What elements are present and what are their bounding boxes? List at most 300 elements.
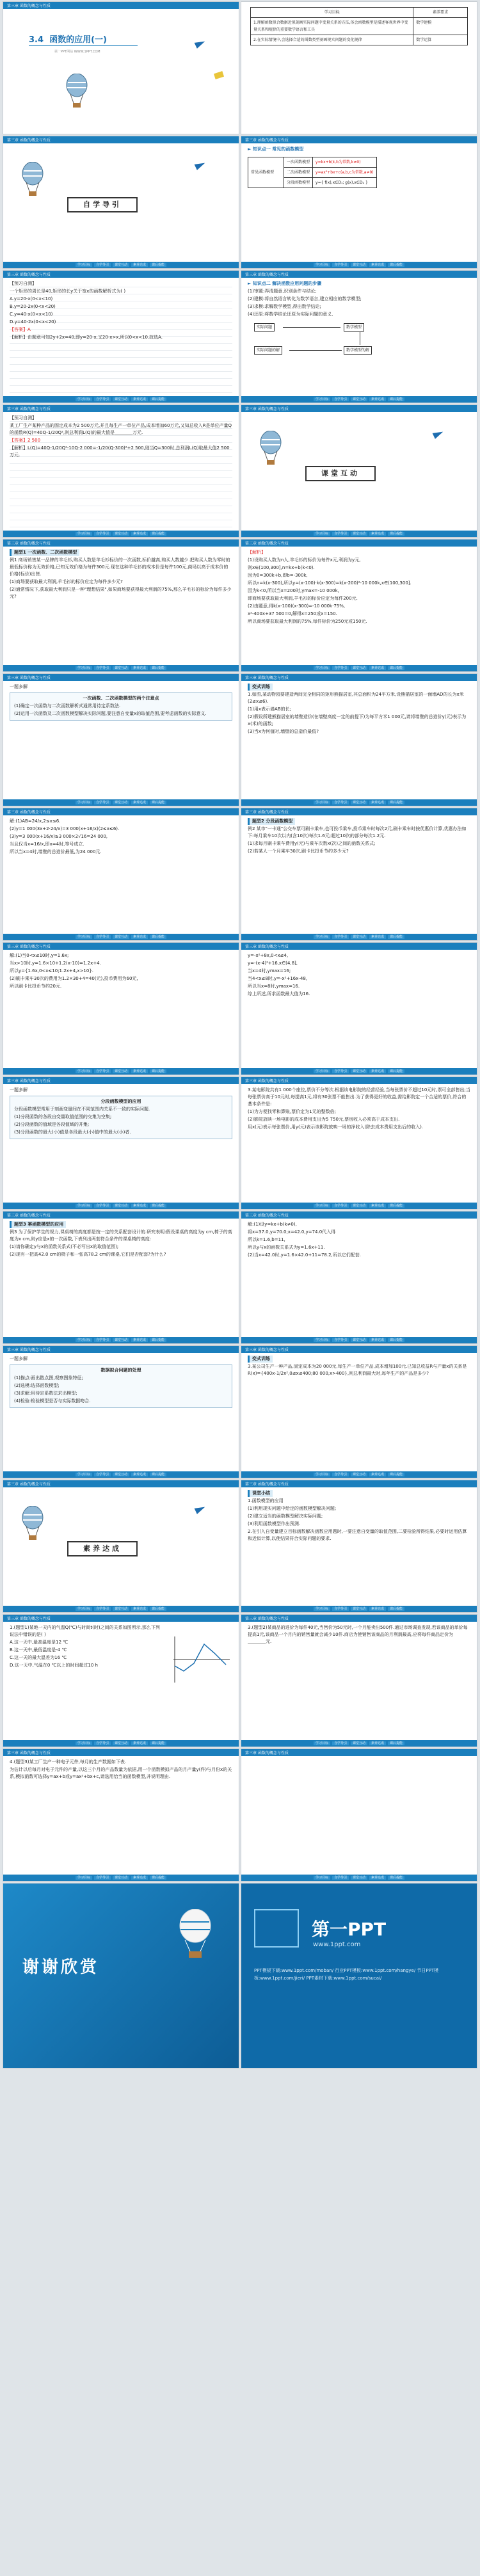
slide-nav [241,1471,477,1478]
nav-tab[interactable]: 素养达成 [131,1473,148,1476]
example-text: 例1 商场销售某一品牌的羊毛衫,购买人数是羊毛衫标价的一次函数,标价越高,购买人数越少.把购买人数为零时的最低标价称为无效价格,已知无效价格为每件300元.现在这种羊毛衫的成本价是每件100元,商场以高于成本价的价格(标价)出售. [10,557,230,577]
nav-tab[interactable]: 课堂互动 [113,1473,129,1476]
ending-title: 谢谢欣赏 [22,1958,100,1977]
nav-tab[interactable]: 课后提能 [150,397,166,401]
cover-title-row [29,33,107,45]
nav-tab[interactable]: 自学导引 [332,666,349,670]
analysis-text: 【解析】L(Q)=40Q-1/20Q²-10Q-2 000=-1/20(Q-300)²+2 500,则当Q=300时,总利润L(Q)取最大值2 500万元. [10,445,230,458]
chapter-label: 第三章 函数的概念与性质 [245,810,289,815]
summary-line: (3)利用函数模型作出预测. [248,1521,301,1526]
solution-line: 所以当x=4时,墙壁的总造价最低,为24 000元. [10,849,102,854]
nav-tab[interactable]: 学习目标 [314,1876,330,1880]
nav-tab[interactable]: 课后提能 [150,1204,166,1208]
slide-header [241,1212,477,1219]
balloon-icon [20,1506,45,1542]
nav-tab[interactable]: 自学导引 [94,935,111,939]
nav-tab[interactable]: 素养达成 [369,1069,386,1073]
nav-tab[interactable]: 素养达成 [131,1876,148,1880]
slide-ending[interactable] [3,1883,239,2068]
nav-tab[interactable]: 课堂互动 [351,1204,367,1208]
step-text: (1)审题:弄清题意,识别条件与结论; [248,289,317,294]
nav-tab[interactable]: 自学导引 [332,935,349,939]
chapter-label: 第三章 函数的概念与性质 [7,273,51,277]
nav-tab[interactable]: 自学导引 [94,263,111,267]
nav-tab[interactable]: 自学导引 [94,1741,111,1745]
slide-nav [241,396,477,403]
slide-nav [241,934,477,940]
sub-question: (2)假设所建熊猫居室的墙壁造价(在墙壁高度一定的前提下)为每平方米1 000元,请将墙壁的总造价y(元)表示为x(米)的函数; [248,714,467,726]
slide-exercise-3b[interactable] [241,1345,477,1478]
nav-tab[interactable]: 课堂互动 [113,1607,129,1611]
chapter-label: 第三章 函数的概念与性质 [7,1213,51,1218]
nav-tab[interactable]: 课堂互动 [113,1204,129,1208]
quiz-3-body [248,1624,470,1738]
section-title-frame [67,1541,138,1556]
table-row [251,35,468,45]
nav-tab[interactable]: 自学导引 [94,666,111,670]
nav-tab[interactable]: 课后提能 [388,1741,404,1745]
nav-tab[interactable]: 自学导引 [332,1473,349,1476]
sub-question: (1)商场要获取最大利润,羊毛衫的标价应定为每件多少元? [10,579,123,584]
nav-tab[interactable]: 课堂互动 [351,1473,367,1476]
nav-tab[interactable]: 课后提能 [150,666,166,670]
method-box-title: 分段函数模型的应用 [100,1099,141,1104]
nav-tab[interactable]: 学习目标 [76,1741,92,1745]
nav-tab[interactable]: 素养达成 [369,1741,386,1745]
step-text: (4)还原:将数学结论还原为实际问题的意义. [248,312,333,317]
slide-method-2[interactable] [3,1076,239,1210]
nav-tab[interactable]: 学习目标 [314,1069,330,1073]
question-text: 为估计以后每月对电子元件的产量,以这三个月的产品数量为依据,用一个函数模拟产品的月产量y(件)与月份x的关系,模拟函数可选择y=ax+b或y=ax²+bx+c,请选用恰当的函数模型,并说明理由. [10,1767,232,1779]
slide-blank-answer[interactable] [241,1748,477,1882]
brand-text: PPT模板下载:www.1ppt.com/moban/ 行业PPT模板:www.1ppt.com/hangye/ 节日PPT模板:www.1ppt.com/jieri/ PPT素材下载:www.1ppt.com/sucai/ [254,1968,439,1981]
nav-tab[interactable]: 课后提能 [150,1741,166,1745]
slide-solution-2b[interactable] [241,942,477,1075]
slide-nav [241,1875,477,1881]
question-text: 1.如图,某动物园要建造两间完全相同的矩形熊猫居室,其总面积为24平方米,设熊猫居室的一面墙AD的长为x米(2≤x≤6). [248,692,464,704]
slide-nav [3,934,239,940]
nav-tab[interactable]: 素养达成 [369,1876,386,1880]
method-1-body [10,684,232,797]
nav-tab[interactable]: 素养达成 [369,666,386,670]
flow-arrow [283,327,340,328]
slide-nav [3,665,239,671]
paper-plane-icon [433,429,445,439]
nav-tab[interactable]: 课后提能 [388,532,404,536]
nav-tab[interactable]: 课后提能 [388,1069,404,1073]
slide-type-1[interactable] [3,539,239,672]
nav-tab[interactable]: 自学导引 [332,397,349,401]
nav-tab[interactable]: 学习目标 [314,1741,330,1745]
chapter-label: 第三章 函数的概念与性质 [245,541,289,546]
envelope-icon [214,71,224,79]
method-heading: 一题多解 [10,1356,28,1361]
table-row [251,18,468,35]
nav-tab[interactable]: 课堂互动 [351,1876,367,1880]
slide-solution-3[interactable] [241,1211,477,1344]
nav-tab[interactable]: 素养达成 [369,1473,386,1476]
slide-method-1[interactable] [3,673,239,806]
nav-tab[interactable]: 课堂互动 [351,1069,367,1073]
flow-node: 数学模型 [344,323,364,332]
exercise-3-body [248,1087,470,1201]
nav-tab[interactable]: 素养达成 [131,397,148,401]
nav-tab[interactable]: 课堂互动 [351,263,367,267]
balloon-icon [64,74,90,109]
slide-brand[interactable] [241,1883,477,2068]
chapter-label: 第三章 函数的概念与性质 [245,407,289,412]
nav-tab[interactable]: 自学导引 [94,801,111,804]
nav-tab[interactable]: 学习目标 [76,1069,92,1073]
slide-header [241,1346,477,1353]
nav-tab[interactable]: 课堂互动 [351,1338,367,1342]
slide-header [3,405,239,412]
slide-solution-1[interactable] [241,539,477,672]
nav-tab[interactable]: 学习目标 [76,1204,92,1208]
nav-tab[interactable]: 课后提能 [388,1473,404,1476]
nav-tab[interactable]: 学习目标 [76,397,92,401]
nav-tab[interactable]: 学习目标 [76,1338,92,1342]
slide-cover[interactable] [3,1,239,134]
nav-tab[interactable]: 素养达成 [131,1204,148,1208]
literacy-cell: 数学运算 [413,35,468,45]
nav-tab[interactable]: 学习目标 [314,397,330,401]
nav-tab[interactable]: 课后提能 [388,801,404,804]
nav-tab[interactable]: 素养达成 [369,397,386,401]
chapter-label: 第三章 函数的概念与性质 [245,273,289,277]
balloon-icon [176,1909,214,1960]
sub-question: (1)求每月刷卡乘车费用y(元)与乘车次数x(次)之间的函数关系式; [248,841,376,846]
nav-tab[interactable]: 课后提能 [150,532,166,536]
nav-tab[interactable]: 课后提能 [388,263,404,267]
nav-tab[interactable]: 课后提能 [150,801,166,804]
slide-preview-1[interactable] [3,270,239,403]
nav-tab[interactable]: 素养达成 [131,666,148,670]
step-text: (2)建模:将自然语言转化为数学语言,建立相应的数学模型; [248,296,362,301]
chapter-label: 第三章 函数的概念与性质 [7,945,51,949]
nav-tab[interactable]: 课堂互动 [351,397,367,401]
type-2-body [248,818,470,932]
slide-achieve-title[interactable] [3,1480,239,1613]
slide-header [241,1077,477,1084]
method-line: (2)选模:选择函数模型; [14,1383,60,1388]
slide-quiz-3[interactable] [241,1614,477,1747]
method-2-body [10,1087,232,1201]
nav-tab[interactable]: 学习目标 [76,532,92,536]
option-d[interactable]: D.y=40-2x(0<x<20) [10,319,56,324]
nav-tab[interactable]: 课堂互动 [351,532,367,536]
nav-tab[interactable]: 自学导引 [332,1876,349,1880]
nav-tab[interactable]: 学习目标 [76,263,92,267]
nav-tab[interactable]: 自学导引 [94,1204,111,1208]
method-heading: 一题多解 [10,684,28,689]
chapter-label: 第三章 函数的概念与性质 [7,407,51,412]
slide-header [3,136,239,143]
option-d[interactable]: D.这一天中,气温在0 ℃以上的时间超过10 h [10,1663,98,1668]
nav-tab[interactable]: 课后提能 [150,1876,166,1880]
solution-line: (2)刷卡乘车30次的费用为1.2×30+4=40(元),投币费用为60元, [10,976,138,981]
slide-nav [3,262,239,268]
slide-nav [241,1740,477,1747]
slide-header [3,1480,239,1487]
nav-tab[interactable]: 学习目标 [76,1607,92,1611]
slide-knowledge-2[interactable] [241,270,477,403]
summary-body [248,1490,470,1604]
slide-header [241,1749,477,1756]
solution-line: (2)当x=42.0时,y=1.6×42.0+11=78.2,所以它们配套. [248,1252,361,1258]
nav-tab[interactable]: 自学导引 [332,1204,349,1208]
nav-tab[interactable]: 自学导引 [332,263,349,267]
slide-nav [241,262,477,268]
nav-tab[interactable]: 课后提能 [150,935,166,939]
nav-tab[interactable]: 课后提能 [150,263,166,267]
nav-tab[interactable]: 自学导引 [332,1607,349,1611]
nav-tab[interactable]: 素养达成 [369,1204,386,1208]
preview-1-body [10,280,232,394]
model-name: 分段函数模型 [284,178,313,188]
nav-tab[interactable]: 自学导引 [94,532,111,536]
slide-summary[interactable] [241,1480,477,1613]
nav-tab[interactable]: 自学导引 [94,1069,111,1073]
solution-line: 当x=4时,ymax=16; [248,968,291,973]
solution-1-body [248,549,470,663]
slide-interact-title[interactable] [241,404,477,538]
nav-tab[interactable]: 素养达成 [369,801,386,804]
nav-tab[interactable]: 素养达成 [369,532,386,536]
nav-tab[interactable]: 课堂互动 [351,666,367,670]
nav-tab[interactable]: 素养达成 [131,532,148,536]
solution-line: 因为0=300k+b,即b=-300k, [248,573,308,578]
nav-tab[interactable]: 素养达成 [369,1607,386,1611]
chapter-label: 第三章 函数的概念与性质 [7,1751,51,1756]
nav-tab[interactable]: 课堂互动 [113,397,129,401]
brand-url[interactable]: www.1ppt.com [313,1941,361,1948]
nav-tab[interactable]: 学习目标 [76,935,92,939]
nav-tab[interactable]: 素养达成 [131,1069,148,1073]
nav-tab[interactable]: 课堂互动 [351,1607,367,1611]
nav-tab[interactable]: 素养达成 [131,1607,148,1611]
nav-tab[interactable]: 自学导引 [332,801,349,804]
sub-question: (2)通常情况下,获取最大利润只是一种"理想结果",如果商场要获得最大利润的75%,那么羊毛衫的标价为每件多少元? [10,587,232,599]
chapter-label: 第三章 函数的概念与性质 [245,1617,289,1621]
option-b[interactable]: B.y=20-2x(0<x<20) [10,304,56,309]
slide-exercise-3[interactable] [241,1076,477,1210]
nav-tab[interactable]: 学习目标 [314,1607,330,1611]
method-line: (4)检验:检验模型是否与实际数据吻合. [14,1398,91,1404]
option-c[interactable]: C.这一天的最大温差为16 ℃ [10,1655,67,1660]
nav-tab[interactable]: 学习目标 [314,935,330,939]
nav-tab[interactable]: 学习目标 [314,801,330,804]
method-line: (2)运用一次函数及二次函数模型解决实际问题,要注意自变量x的取值范围,要考虑函数的实际意义. [14,711,207,716]
exercise-3b-body [248,1356,470,1469]
nav-tab[interactable]: 课堂互动 [113,1338,129,1342]
quiz-4-body [10,1759,232,1873]
nav-tab[interactable]: 学习目标 [314,666,330,670]
method-box [10,1096,232,1139]
chapter-label: 第三章 函数的概念与性质 [7,1079,51,1084]
slide-nav [3,1606,239,1612]
nav-tab[interactable]: 学习目标 [314,263,330,267]
nav-tab[interactable]: 课后提能 [150,1473,166,1476]
slide-type-2[interactable] [241,808,477,941]
method-line: (1)分段函数的各段自变量取值范围的交集为空集; [14,1114,112,1119]
sub-question: (1)用x表示墙AB的长; [248,707,292,712]
section-title: 素养达成 [83,1544,122,1553]
slide-nav [3,799,239,806]
nav-tab[interactable]: 课堂互动 [113,1069,129,1073]
question-text: 3.某公司生产一种产品,固定成本为20 000元,每生产一单位产品,成本增加100元.已知总收益R与产量x的关系是R(x)={400x-1/2x²,0≤x≤400;80 000,x>400},则总利润最大时,每年生产的产品是多少? [248,1364,467,1376]
solution-line: y=-x²+8x,0<x≤4, [248,953,289,958]
chapter-label: 第三章 函数的概念与性质 [245,945,289,949]
slide-header [3,674,239,681]
slide-header [3,808,239,815]
nav-tab[interactable]: 自学导引 [332,1069,349,1073]
exercise-1-body [248,684,470,797]
slide-nav [3,1068,239,1075]
nav-tab[interactable]: 学习目标 [76,801,92,804]
slide-goals[interactable] [241,1,477,134]
nav-tab[interactable]: 课后提能 [150,1338,166,1342]
balloon-icon [258,431,284,467]
slide-quiz-1[interactable] [3,1614,239,1747]
nav-tab[interactable]: 课后提能 [388,1204,404,1208]
question-text: 3.某电影院共有1 000个座位,票价不分等次.根据该电影院的经营经验,当每张票价不超过10元时,票可全部售出;当每张票价高于10元时,每提高1元,将有30张票不能售出.为了获得更好的收益,需给影院定一个合适的票价,符合的基本条件是: [248,1087,470,1107]
nav-tab[interactable]: 自学导引 [94,1607,111,1611]
type-tag: 题型1 一次函数、二次函数模型 [10,549,79,556]
chapter-label: 第三章 函数的概念与性质 [7,541,51,546]
slide-type-3[interactable] [3,1211,239,1344]
slide-solution-2[interactable] [3,942,239,1075]
nav-tab[interactable]: 素养达成 [131,935,148,939]
nav-tab[interactable]: 课后提能 [150,1069,166,1073]
solution-line: 解:(1)AB=24/x,2≤x≤6. [10,819,61,824]
slide-nav [241,1337,477,1343]
slide-header [3,1212,239,1219]
nav-tab[interactable]: 自学导引 [94,1338,111,1342]
nav-tab[interactable]: 自学导引 [94,1473,111,1476]
nav-tab[interactable]: 素养达成 [131,801,148,804]
nav-tab[interactable]: 课堂互动 [113,263,129,267]
method-line: (3)求解:用待定系数法求出模型; [14,1391,77,1396]
slide-preview-2[interactable] [3,404,239,538]
method-line: (2)分段函数的值域是各段值域的并集; [14,1122,90,1127]
type-1-body [10,549,232,663]
nav-tab[interactable]: 自学导引 [332,1741,349,1745]
nav-tab[interactable]: 课后提能 [388,1876,404,1880]
model-name: 一次函数模型 [284,157,313,168]
nav-tab[interactable]: 素养达成 [131,263,148,267]
nav-tab[interactable]: 素养达成 [369,1338,386,1342]
solution-line: 综上所述,所求函数最大值为16. [248,991,310,996]
slide-solution-1b[interactable] [3,808,239,941]
temperature-graph [168,1634,232,1685]
chapter-label: 第三章 函数的概念与性质 [7,138,51,143]
knowledge-heading: ► 知识点二 解决函数应用问题的步骤 [248,281,322,286]
nav-tab[interactable]: 自学导引 [94,397,111,401]
option-b[interactable]: B.这一天中,最低温度是-4 ℃ [10,1647,67,1652]
slide-nav [241,665,477,671]
nav-tab[interactable]: 学习目标 [76,1876,92,1880]
example-text: 例3 为了保护学生的视力,课桌椅的高度都是按一定的关系配套设计的.研究表明:假设课桌的高度为y cm,椅子的高度为x cm,则y应是x的一次函数,下表列出两套符合条件的课桌椅的高度: [10,1229,232,1242]
slide-guide-title[interactable] [3,136,239,269]
nav-tab[interactable]: 课堂互动 [351,935,367,939]
slide-quiz-4[interactable] [3,1748,239,1882]
type-tag: 题型3 幂函数模型的应用 [10,1221,66,1228]
nav-tab[interactable]: 课堂互动 [113,1876,129,1880]
nav-tab[interactable]: 课堂互动 [113,666,129,670]
nav-tab[interactable]: 课堂互动 [351,801,367,804]
slide-nav [3,1740,239,1747]
nav-tab[interactable]: 自学导引 [332,1338,349,1342]
nav-tab[interactable]: 课堂互动 [113,532,129,536]
nav-tab[interactable]: 课堂互动 [113,1741,129,1745]
nav-tab[interactable]: 学习目标 [76,666,92,670]
solution-line: 所以y与x的函数关系式为y=1.6x+11. [248,1245,325,1250]
nav-tab[interactable]: 课后提能 [388,935,404,939]
brand-logo-frame [254,1909,299,1948]
chapter-label: 第三章 函数的概念与性质 [245,676,289,680]
nav-tab[interactable]: 课后提能 [388,666,404,670]
nav-tab[interactable]: 学习目标 [314,1204,330,1208]
option-c[interactable]: C.y=40-x(0<x<10) [10,312,53,317]
option-a[interactable]: A.y=20-x(0<x<10) [10,296,53,301]
method-box [10,1364,232,1408]
slide-knowledge-1[interactable] [241,136,477,269]
solution-line: 解:(1)当0<x≤10时,y=1.6x; [10,953,69,958]
model-formula: y={ f(x),x∈D₁; g(x),x∈D₂ } [313,178,377,188]
nav-tab[interactable]: 学习目标 [314,1473,330,1476]
slide-header [241,540,477,547]
nav-tab[interactable]: 素养达成 [369,263,386,267]
slide-nav [3,1337,239,1343]
section-title-frame [305,466,376,481]
solution-line: 所以n=k(x-300),所以y=(x-100)·k(x-300)=k(x-200)²-10 000k,x∈(100,300]. [248,580,412,586]
nav-tab[interactable]: 课后提能 [388,1338,404,1342]
nav-tab[interactable]: 自学导引 [94,1876,111,1880]
nav-tab[interactable]: 自学导引 [332,532,349,536]
preview-tag: 【预习自测】 [10,281,36,286]
nav-tab[interactable]: 素养达成 [131,1338,148,1342]
nav-tab[interactable]: 课堂互动 [113,801,129,804]
slide-method-3[interactable] [3,1345,239,1478]
preview-2-body [10,415,232,529]
nav-tab[interactable]: 课后提能 [388,1607,404,1611]
chapter-label: 第三章 函数的概念与性质 [245,1751,289,1756]
method-line: (1)描点:画出散点图,观察图象特征; [14,1375,83,1380]
nav-tab[interactable]: 素养达成 [131,1741,148,1745]
nav-tab[interactable]: 学习目标 [314,1338,330,1342]
nav-tab[interactable]: 课后提能 [388,397,404,401]
slide-header [241,136,477,143]
nav-tab[interactable]: 学习目标 [76,1473,92,1476]
nav-tab[interactable]: 课后提能 [150,1607,166,1611]
option-a[interactable]: A.这一天中,最高温度是12 ℃ [10,1640,68,1645]
nav-tab[interactable]: 课堂互动 [351,1741,367,1745]
model-name: 二次函数模型 [284,168,313,178]
slide-exercise-1[interactable] [241,673,477,806]
solution-line: 所以k=1.6,b=11, [248,1237,285,1242]
solution-line: 则x∈(100,300],n=kx+b(k<0). [248,565,315,570]
nav-tab[interactable]: 课堂互动 [113,935,129,939]
slide-header [3,1615,239,1622]
chapter-label: 第三章 函数的概念与性质 [7,676,51,680]
method-3-body [10,1356,232,1469]
question-text: 1.(题型1)某地一天内的气温Q(℃)与时间t(时)之间的关系如图所示,那么下列说法中错误的是( ) [10,1625,160,1637]
nav-tab[interactable]: 素养达成 [369,935,386,939]
chapter-label: 第三章 函数的概念与性质 [7,1482,51,1487]
nav-tab[interactable]: 学习目标 [314,532,330,536]
solution-line: 即商场要获取最大利润,羊毛衫的标价应定为每件200元. [248,596,358,601]
